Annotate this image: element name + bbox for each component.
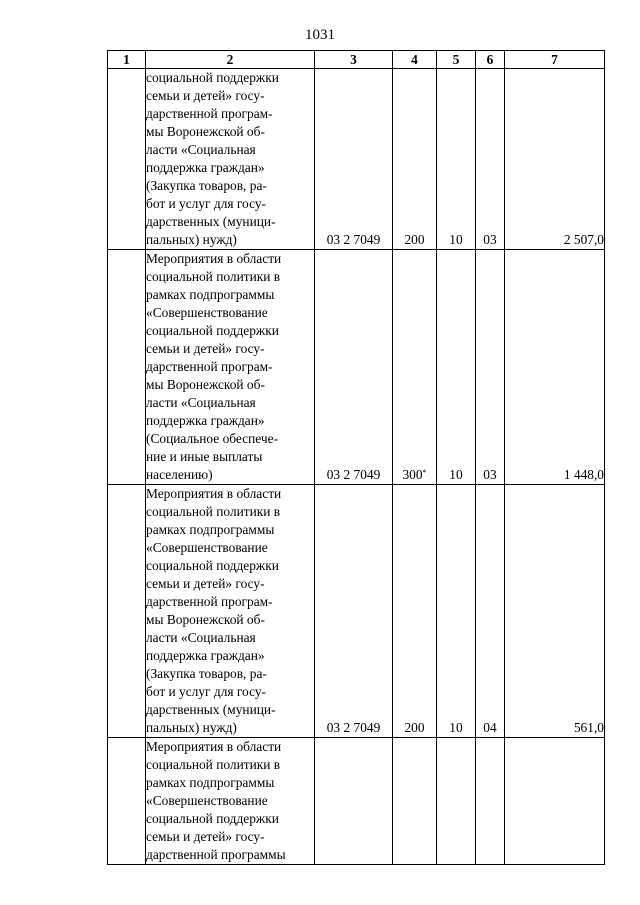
description-line: (Закупка товаров, ра- <box>146 178 267 193</box>
table-row <box>108 69 605 250</box>
column-header: 4 <box>393 51 437 69</box>
subsection-cell: 04 <box>476 485 505 738</box>
description-line: ласти «Социальная <box>146 395 256 410</box>
description-line: мы Воронежской об- <box>146 612 265 627</box>
expense-type-cell <box>393 250 437 485</box>
column-header: 1 <box>108 51 146 69</box>
target-article-cell: 03 2 7049 <box>315 250 393 485</box>
row-number-cell <box>108 250 146 485</box>
description-line: дарственных (муници- <box>146 702 276 717</box>
description-line: социальной политики в <box>146 269 281 284</box>
column-header: 5 <box>437 51 476 69</box>
table-row <box>108 485 605 738</box>
row-number-cell <box>108 485 146 738</box>
subsection-cell <box>476 738 505 865</box>
amount-cell: 2 507,0 <box>505 69 605 250</box>
expense-type-cell <box>393 738 437 865</box>
header-row <box>108 51 605 69</box>
description-line: населению) <box>146 467 213 482</box>
description-line: мы Воронежской об- <box>146 377 265 392</box>
description-line: дарственной програм- <box>146 106 273 121</box>
section-cell <box>437 738 476 865</box>
description-line: рамках подпрограммы <box>146 287 275 302</box>
expense-type-cell <box>393 69 437 250</box>
description-line: мы Воронежской об- <box>146 124 265 139</box>
description-line: «Совершенствование <box>146 793 268 808</box>
description-line: «Совершенствование <box>146 305 268 320</box>
target-article-cell: 03 2 7049 <box>315 69 393 250</box>
description-line: (Закупка товаров, ра- <box>146 666 267 681</box>
description-line: дарственной програм- <box>146 594 273 609</box>
description-line: Мероприятия в области <box>146 486 282 501</box>
target-article-cell: 03 2 7049 <box>315 485 393 738</box>
column-header: 7 <box>505 51 605 69</box>
description-cell <box>146 485 315 738</box>
description-line: Мероприятия в области <box>146 251 282 266</box>
description-line: социальной поддержки <box>146 558 279 573</box>
description-line: бот и услуг для госу- <box>146 196 267 211</box>
expense-type-cell <box>393 485 437 738</box>
description-line: социальной поддержки <box>146 811 279 826</box>
description-line: социальной политики в <box>146 757 281 772</box>
column-header: 2 <box>146 51 315 69</box>
description-line: рамках подпрограммы <box>146 522 275 537</box>
description-line: Мероприятия в области <box>146 739 282 754</box>
description-cell <box>146 250 315 485</box>
section-cell: 10 <box>437 250 476 485</box>
page-number: 1031 <box>305 27 335 43</box>
description-line: пальных) нужд) <box>146 720 237 735</box>
subsection-cell: 03 <box>476 69 505 250</box>
column-header: 3 <box>315 51 393 69</box>
description-line: рамках подпрограммы <box>146 775 275 790</box>
subsection-cell: 03 <box>476 250 505 485</box>
description-line: семьи и детей» госу- <box>146 341 265 356</box>
amount-cell: 1 448,0 <box>505 250 605 485</box>
description-line: поддержка граждан» <box>146 160 265 175</box>
description-line: поддержка граждан» <box>146 648 265 663</box>
row-number-cell <box>108 738 146 865</box>
amount-cell <box>505 738 605 865</box>
description-line: семьи и детей» госу- <box>146 88 265 103</box>
description-line: «Совершенствование <box>146 540 268 555</box>
description-line: ласти «Социальная <box>146 630 256 645</box>
description-line: ласти «Социальная <box>146 142 256 157</box>
description-line: поддержка граждан» <box>146 413 265 428</box>
table-row <box>108 738 605 865</box>
column-header: 6 <box>476 51 505 69</box>
description-line: семьи и детей» госу- <box>146 576 265 591</box>
description-line: пальных) нужд) <box>146 232 237 247</box>
budget-table <box>107 50 605 865</box>
description-line: бот и услуг для госу- <box>146 684 267 699</box>
description-cell <box>146 738 315 865</box>
section-cell: 10 <box>437 485 476 738</box>
description-line: семьи и детей» госу- <box>146 829 265 844</box>
row-number-cell <box>108 69 146 250</box>
expense-type-value: 200 <box>404 720 425 735</box>
description-line: социальной политики в <box>146 504 281 519</box>
description-line: социальной поддержки <box>146 70 279 85</box>
amount-cell: 561,0 <box>505 485 605 738</box>
description-line: социальной поддержки <box>146 323 279 338</box>
description-line: дарственной програм- <box>146 359 273 374</box>
description-line: ние и иные выплаты <box>146 449 263 464</box>
section-cell: 10 <box>437 69 476 250</box>
table-row <box>108 250 605 485</box>
description-cell <box>146 69 315 250</box>
description-line: дарственных (муници- <box>146 214 276 229</box>
footnote-mark: * <box>422 468 427 477</box>
expense-type-value: 300 <box>402 467 423 482</box>
description-line: дарственной программы <box>146 847 286 862</box>
table-body <box>108 69 605 865</box>
expense-type-value: 200 <box>404 232 425 247</box>
description-line: (Социальное обеспече- <box>146 431 279 446</box>
target-article-cell <box>315 738 393 865</box>
